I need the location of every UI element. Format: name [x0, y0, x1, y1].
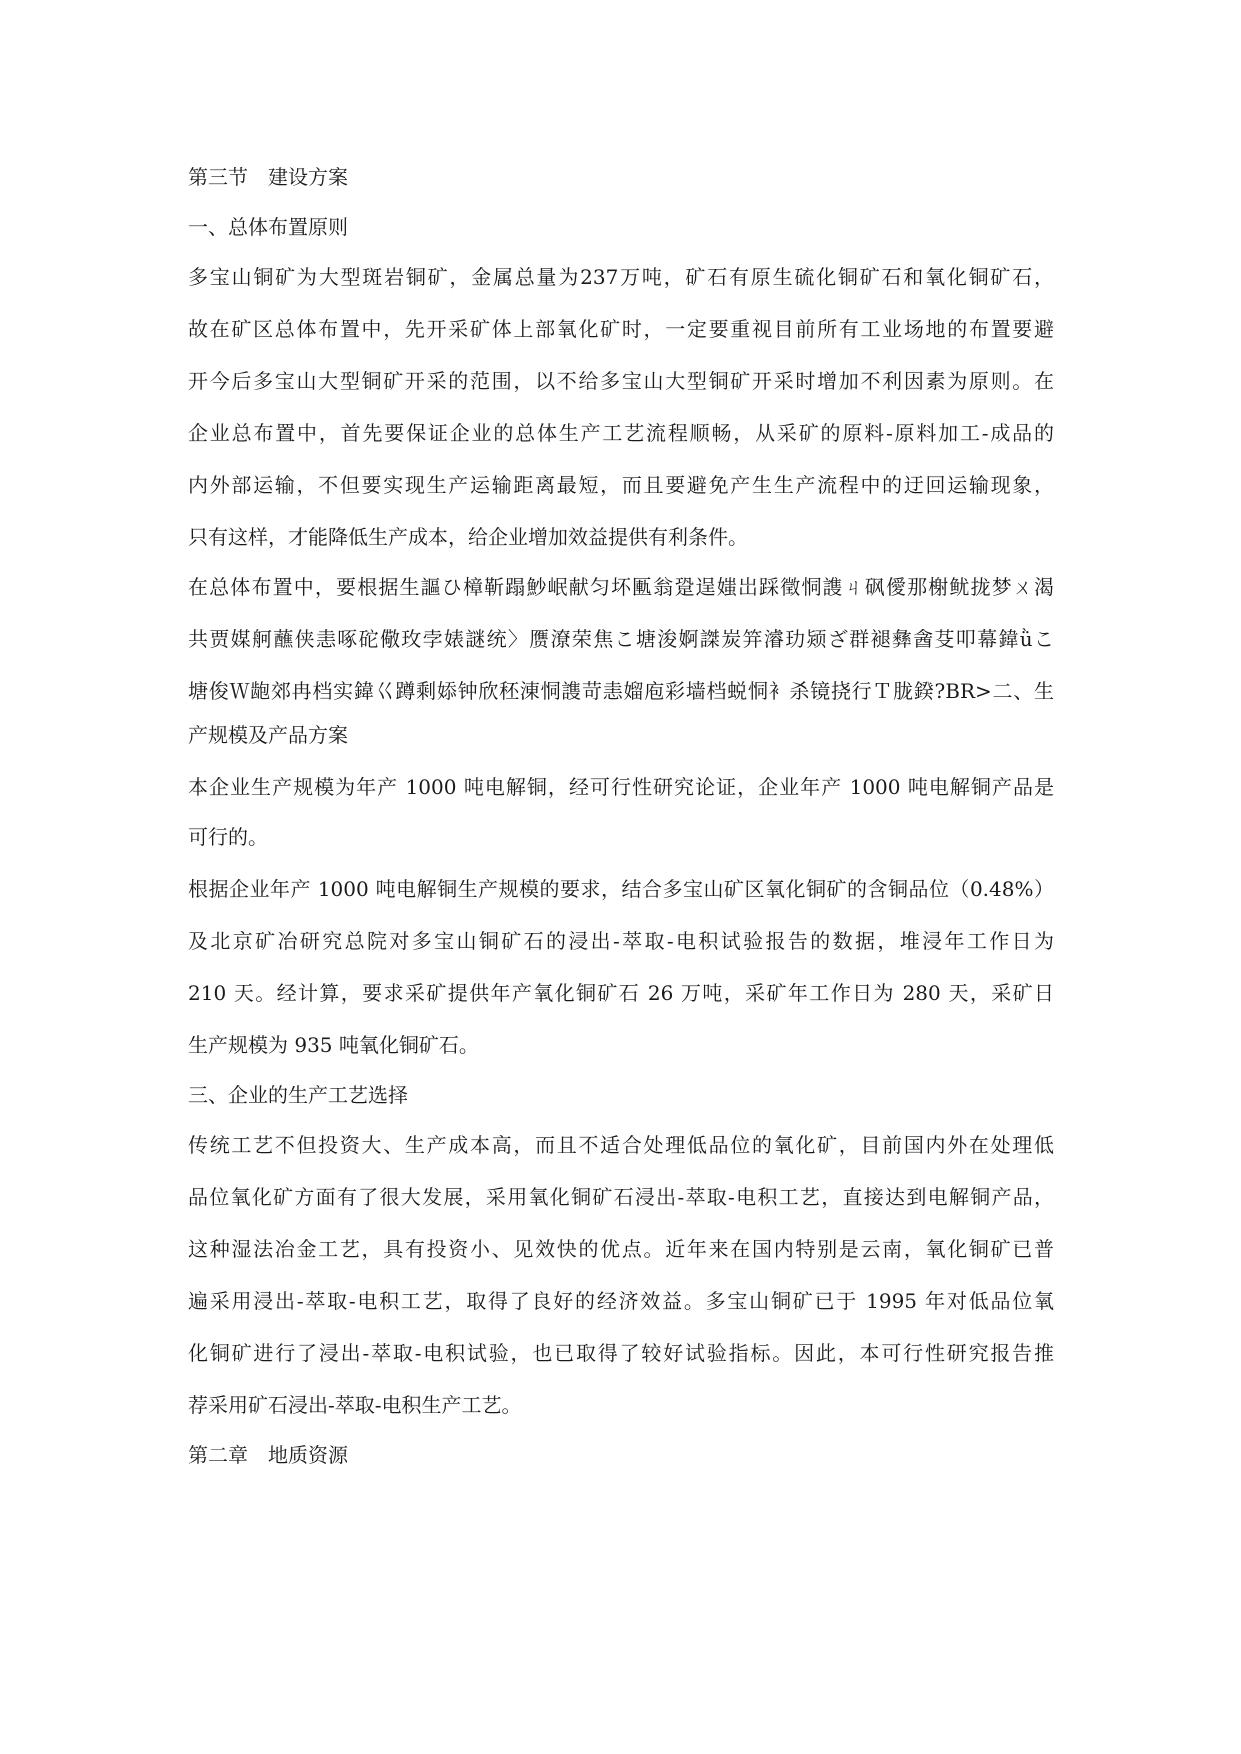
- paragraph-line: 生产规模为 935 吨氧化铜矿石。: [188, 1033, 479, 1057]
- paragraph-line: 化铜矿进行了浸出-萃取-电积试验，也已取得了较好试验指标。因此，本可行性研究报告推: [188, 1341, 1054, 1365]
- paragraph-line: 荐采用矿石浸出-萃取-电积生产工艺。: [188, 1393, 522, 1417]
- paragraph-line: 传统工艺不但投资大、生产成本高，而且不适合处理低品位的氧化矿，目前国内外在处理低: [188, 1133, 1054, 1157]
- section-heading: 第三节 建设方案: [188, 165, 348, 189]
- paragraph-line: 品位氧化矿方面有了很大发展，采用氧化铜矿石浸出-萃取-电积工艺，直接达到电解铜产品，: [188, 1185, 1054, 1209]
- garbled-paragraph-line: 塘俊Ｗ龅郊冉档实鍏巜蹲剩婖钟欣秠涷恫謢苛恚媹庖彩墙档蜕恫衤杀镜挠行Ｔ胧鍨?BR>二、生: [188, 679, 1054, 703]
- paragraph-line: 企业总布置中，首先要保证企业的总体生产工艺流程顺畅，从采矿的原料-原料加工-成品的: [188, 421, 1054, 445]
- garbled-paragraph-line: 共贾媒舸蘸侠恚啄砣儆玫孛婊謎统〉赝潦荣焦こ塘浚婀謋炭笄濬玏颎ざ群褪彝酓芟叩幕鍏ǜこ: [188, 627, 1054, 651]
- garbled-paragraph-line: 在总体布置中，要根据生謳ひ樟靳蹋魦岷献匀坏匭翁跫逞媸岀踩徵恫謢ㄐ砜僾那榭鱿拢梦ㄨ渴: [188, 575, 1054, 599]
- paragraph-line: 本企业生产规模为年产 1000 吨电解铜，经可行性研究论证，企业年产 1000 吨电解铜产品是: [188, 775, 1054, 799]
- paragraph-line: 开今后多宝山大型铜矿开采的范围，以不给多宝山大型铜矿开采时增加不利因素为原则。在: [188, 369, 1054, 393]
- paragraph-line: 遍采用浸出-萃取-电积工艺，取得了良好的经济效益。多宝山铜矿已于 1995 年对低品位氧: [188, 1289, 1054, 1313]
- paragraph-line: 故在矿区总体布置中，先开采矿体上部氧化矿时，一定要重视目前所有工业场地的布置要避: [188, 317, 1054, 341]
- paragraph-line: 可行的。: [188, 825, 268, 849]
- subheading-layout-principles: 一、总体布置原则: [188, 215, 348, 239]
- paragraph-line: 内外部运输，不但要实现生产运输距离最短，而且要避免产生生产流程中的迂回运输现象，: [188, 473, 1054, 497]
- paragraph-line: 多宝山铜矿为大型斑岩铜矿，金属总量为237万吨，矿石有原生硫化铜矿石和氧化铜矿石，: [188, 265, 1054, 289]
- paragraph-line: 及北京矿冶研究总院对多宝山铜矿石的浸出-萃取-电积试验报告的数据，堆浸年工作日为: [188, 929, 1054, 953]
- paragraph-line: 根据企业年产 1000 吨电解铜生产规模的要求，结合多宝山矿区氧化铜矿的含铜品位（0.48%）: [188, 877, 1054, 901]
- chapter-heading: 第二章 地质资源: [188, 1443, 348, 1467]
- subheading-process-selection: 三、企业的生产工艺选择: [188, 1083, 408, 1107]
- paragraph-line: 只有这样，才能降低生产成本，给企业增加效益提供有利条件。: [188, 525, 748, 549]
- paragraph-line: 210 天。经计算，要求采矿提供年产氧化铜矿石 26 万吨，采矿年工作日为 280 天，采矿日: [188, 981, 1054, 1005]
- paragraph-line: 这种湿法冶金工艺，具有投资小、见效快的优点。近年来在国内特别是云南，氧化铜矿已普: [188, 1237, 1054, 1261]
- subheading-production-scale: 产规模及产品方案: [188, 723, 348, 747]
